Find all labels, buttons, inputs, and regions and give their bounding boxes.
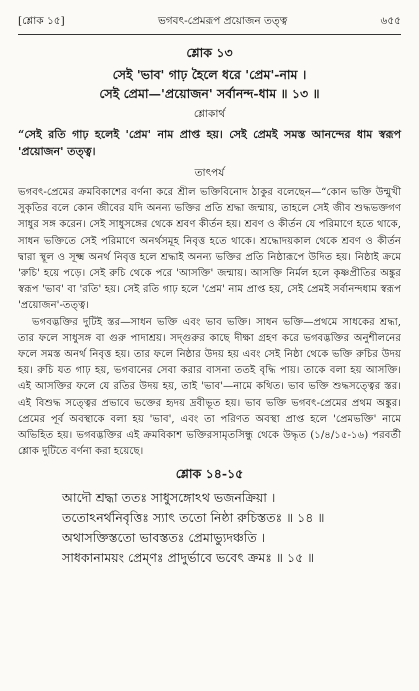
running-header: [18, 14, 401, 35]
translation-text: “সেই রতি গাঢ় হলেই 'প্রেম' নাম প্রাপ্ত হয়। সেই প্রেমই সমস্ত আনন্দের ধাম স্বরূপ 'প্রয়োজন' তত্ত্ব।: [18, 128, 401, 158]
verse-line: সেই প্রেমা—'প্রয়োজন' সর্বানন্দ-ধাম ॥ ১৩ ॥: [99, 86, 320, 101]
purport-heading: তাৎপর্য: [194, 167, 225, 179]
translation-heading: শ্লোকার্থ: [193, 108, 226, 120]
verse-line: ততোঽনর্থনিবৃত্তিঃ স্যাৎ ততো নিষ্ঠা রুচিস্ততঃ ॥ ১৪ ॥: [62, 510, 325, 526]
verse-line: আদৌ শ্রদ্ধা ততঃ সাধুসঙ্গোঽথ ভজনক্রিয়া ।: [62, 490, 276, 506]
page-number: ৬৫৫: [380, 15, 401, 27]
verse-line: সেই 'ভাব' গাঢ় হৈলে ধরে 'প্রেম'-নাম ।: [112, 67, 307, 82]
header-verse-ref: [শ্লোক ১৫]: [18, 15, 65, 27]
purport-paragraph: ভগবদ্ভক্তির দুটিই স্তর—সাধন ভক্তি এবং ভাব ভক্তি। সাধন ভক্তি—প্রথমে সাধকের শ্রদ্ধা, তার ফলে সাধুসঙ্গ বা গুরু পাদাশ্রয়। সদ্গুরুর কাছে দীক্ষা গ্রহণ করে ভগবদ্ভক্তির অনুশীলনের ফলে সমস্ত অনর্থ নিবৃত্ত হয়। তার ফলে নিষ্ঠার উদয় হয় এবং সেই নিষ্ঠা থেকে ভক্তি রুচির উদয় হয়। রুচি যত গাঢ় হয়, ভগবানের সেবা করার বাসনা ততই বৃদ্ধি পায়। তাকে বলা হয় আসক্তি। এই আসক্তির ফলে যে রতির উদয় হয়, তাই 'ভাব'—নামে কথিত। ভাব ভক্তি শুদ্ধসত্ত্বের স্তর। এই বিশুদ্ধ সত্ত্বের প্রভাবে ভক্তের হৃদয় দ্রবীভূত হয়। ভাব ভক্তি ভগবৎ-প্রেমের প্রথম অঙ্কুর। প্রেমের পূর্ব অবস্থাকে বলা হয় 'ভাব', এবং তা পরিণত অবস্থা প্রাপ্ত হলে 'প্রেমভক্তি' নামে অভিহিত হয়। ভগবদ্ভক্তির এই ক্রমবিকাশ ভক্তিরসামৃতসিন্ধু থেকে উদ্ধৃত (১/৪/১৫-১৬) পরবর্তী শ্লোক দুটিতে বর্ণনা করা হয়েছে।: [18, 316, 401, 458]
verse-13-text: [18, 65, 401, 103]
purport-paragraph: ভগবৎ-প্রেমের ক্রমবিকাশের বর্ণনা করে শ্রীল ভক্তিবিনোদ ঠাকুর বলেছেন—“কোন ভক্তি উন্মুখী সুকৃতির বলে কোন জীবের যদি অনন্য ভক্তির প্রতি শ্রদ্ধা জন্মায়, তাহলে সেই জীব শুদ্ধভক্তগণ সাধুর সঙ্গ করেন। সেই সাধুসঙ্গের থেকে শ্রবণ কীর্তন হয়। শ্রবণ ও কীর্তন যে পরিমাণে হতে থাকে, সাধন ভক্তিতে সেই পরিমাণে অনর্থসমূহ নিবৃত্ত হতে থাকে। শ্রদ্ধোদয়কাল থেকে শ্রবণ ও কীর্তন দ্বারা স্থূল ও সূক্ষ্ম অনর্থ নিবৃত্ত হলে শ্রদ্ধাই অনন্য ভক্তির প্রতি নিষ্ঠারূপে উদিত হয়। নিষ্ঠাই ক্রমে 'রুচি' হয়ে পড়ে। সেই রুচি থেকে পরে 'আসক্তি' জন্মায়। আসক্তি নির্মল হলে কৃষ্ণপ্রীতির অঙ্কুর স্বরূপ 'ভাব' বা 'রতি' হয়। সেই রতি গাঢ় হলে 'প্রেম' নাম প্রাপ্ত হয়, সেই প্রেমই সর্বানন্দধাম স্বরূপ 'প্রয়োজন'-তত্ত্ব।: [18, 187, 401, 312]
verse-line: সাধকানাময়ং প্রেম্ণঃ প্রাদুর্ভাবে ভবেৎ ক্রমঃ ॥ ১৫ ॥: [62, 550, 315, 566]
verse-14-15-heading: শ্লোক ১৪-১৫: [175, 466, 244, 482]
verse-13-heading: শ্লোক ১৩: [186, 45, 233, 60]
verse-14-15-text: [62, 488, 401, 568]
header-chapter-title: ভগবৎ-প্রেমরূপ প্রয়োজন তত্ত্ব: [157, 15, 288, 27]
verse-line: অথাসক্তিস্ততো ভাবস্ততঃ প্রেমাভ্যুদঞ্চতি ।: [62, 530, 266, 546]
